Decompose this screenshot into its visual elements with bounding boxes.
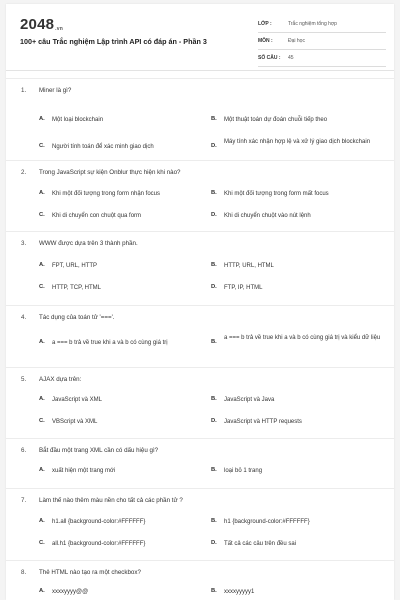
question-number: 2. (21, 169, 27, 176)
option-letter: B. (211, 116, 217, 122)
option-letter: D. (211, 540, 217, 546)
option-text: FTP, IP, HTML (224, 285, 263, 291)
option-letter: C. (39, 540, 45, 546)
meta-key: LỚP : (258, 21, 272, 27)
option-letter: C. (39, 418, 45, 424)
option-letter: C. (39, 212, 45, 218)
option-letter: C. (39, 143, 45, 149)
question-header (6, 160, 394, 179)
option-text: h1.all {background-color:#FFFFFF} (52, 519, 146, 525)
option-text: VBScript và XML (52, 419, 98, 425)
option-letter: A. (39, 396, 45, 402)
meta-value: Trắc nghiệm tổng hợp (288, 21, 337, 27)
option-text: Khi di chuyển chuột vào nút lệnh (224, 213, 311, 219)
question-number: 3. (21, 240, 27, 247)
question-number: 1. (21, 87, 27, 94)
site-logo[interactable] (20, 16, 63, 33)
question-header (6, 78, 394, 97)
option-text: Một loại blockchain (52, 117, 104, 123)
question-text: Tác dụng của toán tử '==='. (39, 314, 115, 321)
option-letter: A. (39, 116, 45, 122)
option-letter: B. (211, 518, 217, 524)
question-header (6, 560, 394, 579)
question-text: Thẻ HTML nào tạo ra một checkbox? (39, 569, 141, 576)
option-letter: B. (211, 190, 217, 196)
question-header (6, 367, 394, 386)
question-header (6, 488, 394, 507)
option-letter: D. (211, 143, 217, 149)
option-letter: B. (211, 339, 217, 345)
option-text: a === b trả về true khi a và b có cùng giá trị và kiểu dữ liệu (224, 335, 381, 341)
option-text: loại bỏ 1 trang (224, 468, 263, 474)
option-letter: A. (39, 262, 45, 268)
option-text: xxxxyyyy@@ (52, 589, 89, 595)
question-header (6, 305, 394, 324)
question-number: 6. (21, 447, 27, 454)
option-text: Khi một đối tượng trong form mất focus (224, 191, 329, 197)
document-header (6, 4, 394, 71)
meta-row-count (258, 50, 386, 67)
option-text: JavaScript và HTTP requests (224, 419, 302, 425)
option-text: Khi di chuyển con chuột qua form (52, 213, 142, 219)
option-letter: A. (39, 518, 45, 524)
logo-tld: .vn (55, 26, 63, 32)
document-meta (258, 16, 386, 67)
question-number: 7. (21, 497, 27, 504)
option-letter: B. (211, 262, 217, 268)
question-number: 4. (21, 314, 27, 321)
option-text: xuất hiện một trang mới (52, 468, 116, 474)
meta-row-class (258, 16, 386, 33)
option-text: all.h1 {background-color:#FFFFFF} (52, 541, 146, 547)
option-letter: B. (211, 396, 217, 402)
logo-text: 2048 (20, 16, 55, 33)
option-text: Máy tính xác nhận hợp lệ và xử lý giao dịch blockchain (224, 139, 371, 145)
question-text: AJAX dựa trên: (39, 376, 82, 383)
option-text: h1 {background-color:#FFFFFF} (224, 519, 310, 525)
question-header (6, 231, 394, 250)
option-text: Một thuật toán dự đoán chuỗi tiếp theo (224, 117, 328, 123)
question-number: 5. (21, 376, 27, 383)
document-page (6, 4, 394, 600)
question-text: WWW được dựa trên 3 thành phần. (39, 240, 138, 247)
option-text: FPT, URL, HTTP (52, 263, 98, 269)
option-letter: D. (211, 418, 217, 424)
option-letter: B. (211, 467, 217, 473)
option-text: Tất cả các câu trên đều sai (224, 541, 297, 547)
option-text: HTTP, TCP, HTML (52, 285, 102, 291)
document-title: 100+ câu Trắc nghiệm Lập trình API có đáp án - Phần 3 (20, 37, 207, 46)
meta-row-subject (258, 33, 386, 50)
option-text: xxxxyyyyy1 (224, 589, 255, 595)
option-letter: D. (211, 284, 217, 290)
option-text: Người tính toán để xác minh giao dịch (52, 144, 154, 150)
question-number: 8. (21, 569, 27, 576)
meta-key: SỐ CÂU : (258, 55, 281, 61)
question-text: Trong JavaScript sự kiện Onblur thực hiện khi nào? (39, 169, 181, 176)
option-letter: A. (39, 339, 45, 345)
option-letter: A. (39, 588, 45, 594)
option-text: a === b trả về true khi a và b có cùng giá trị (52, 340, 168, 346)
option-text: Khi một đối tượng trong form nhận focus (52, 191, 161, 197)
question-text: Bắt đầu một trang XML cần có dấu hiệu gì? (39, 447, 159, 454)
option-letter: A. (39, 190, 45, 196)
option-letter: B. (211, 588, 217, 594)
question-text: Miner là gì? (39, 87, 72, 94)
meta-key: MÔN : (258, 38, 273, 44)
option-text: JavaScript và Java (224, 397, 275, 403)
option-text: HTTP, URL, HTML (224, 263, 274, 269)
option-letter: C. (39, 284, 45, 290)
option-letter: A. (39, 467, 45, 473)
option-text: JavaScript và XML (52, 397, 103, 403)
meta-value: 45 (288, 55, 294, 61)
option-letter: D. (211, 212, 217, 218)
question-text: Làm thế nào thêm màu nền cho tất cả các phần tử ? (39, 497, 183, 504)
meta-value: Đại học (288, 38, 305, 44)
question-header (6, 438, 394, 457)
